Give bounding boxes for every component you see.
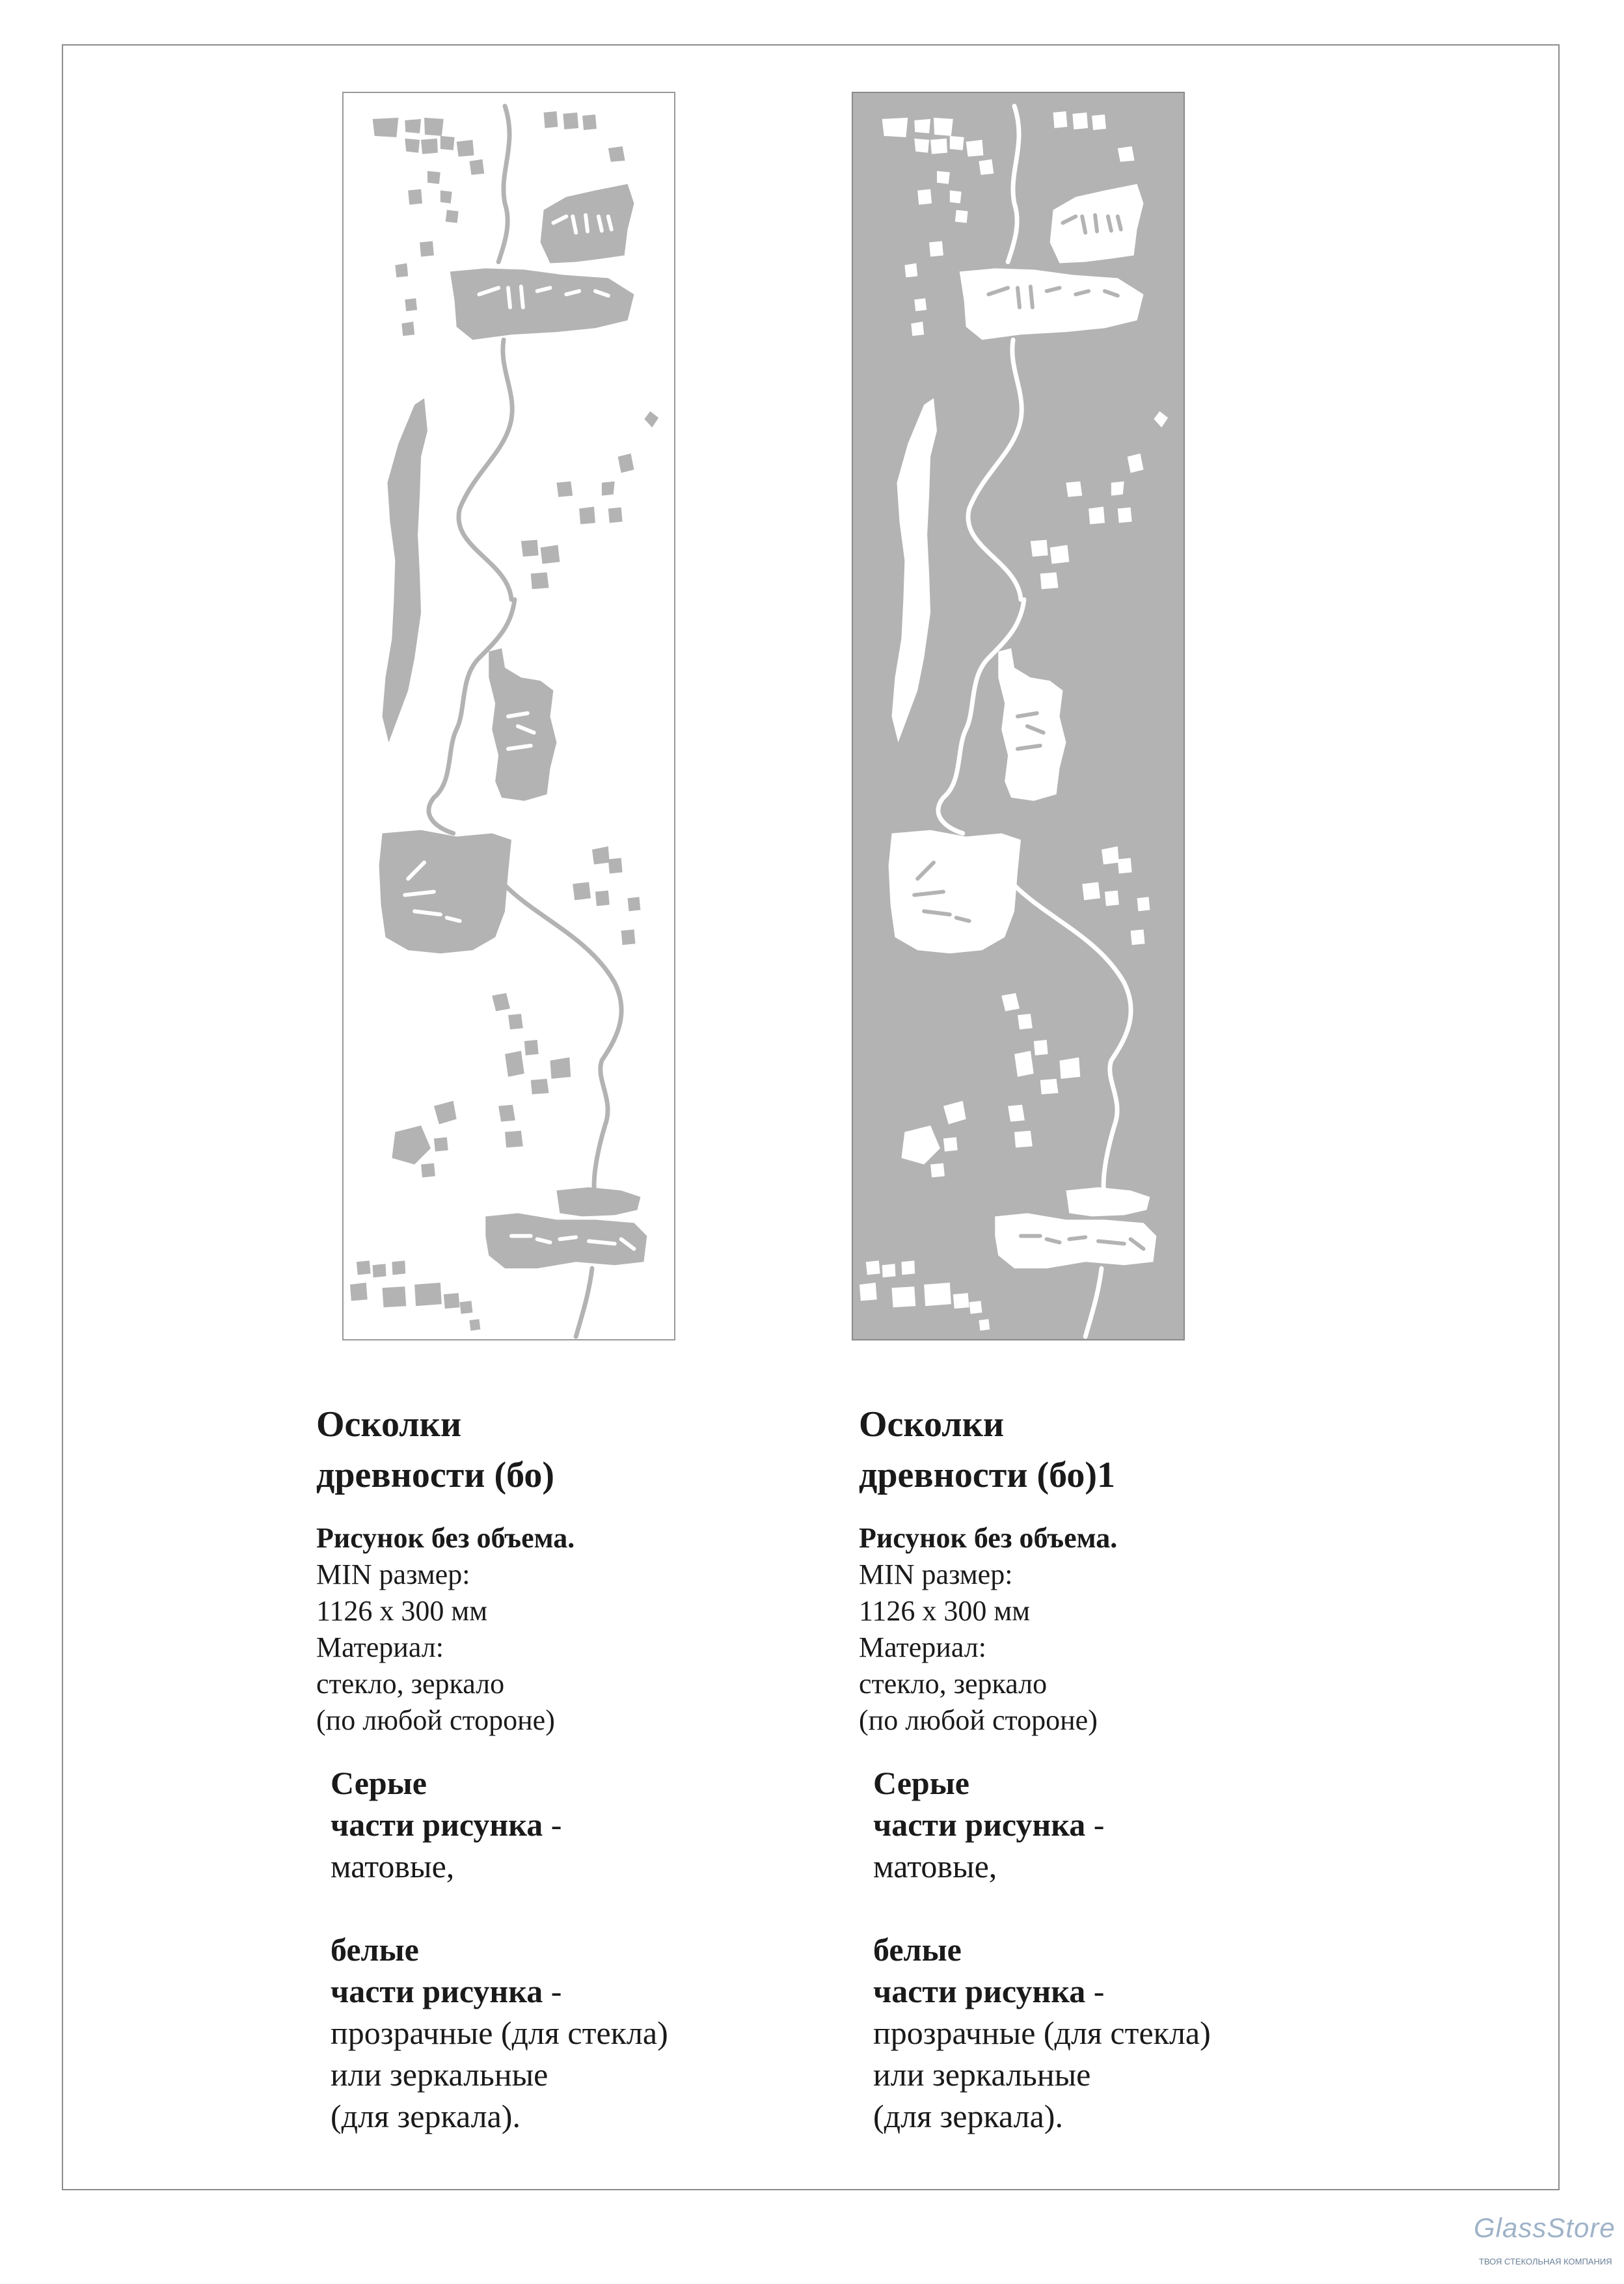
ornament-shape (979, 1319, 990, 1331)
company-logo (1474, 2212, 1616, 2277)
ornament-shape (979, 159, 994, 175)
ornament-shape (414, 1283, 442, 1306)
ornament-shape (1014, 1051, 1034, 1077)
pattern-art-b (853, 93, 1184, 1339)
ornament-shape (1105, 890, 1119, 906)
legend-white-text: прозрачные (для стекла) (873, 2015, 1211, 2051)
legend-block (331, 1762, 785, 2137)
ornament-shape (1040, 1079, 1059, 1094)
spec-block (316, 1520, 785, 1739)
ornament-shape (911, 321, 924, 336)
legend-dash: - (1085, 1806, 1105, 1843)
ornament-line (1014, 885, 1131, 1197)
legend-white-subheading: части рисунка (331, 1973, 543, 2009)
ornament-line (1085, 1268, 1102, 1337)
pattern-art-a (344, 93, 674, 1339)
ornament-shape (889, 830, 1021, 954)
ornament-shape (383, 398, 427, 742)
ornament-shape (405, 119, 421, 133)
ornament-shape (608, 508, 623, 523)
ornament-shape (960, 268, 1144, 340)
ornament-shape (1111, 482, 1124, 496)
title-line: Осколки (316, 1404, 462, 1445)
ornament-shape (608, 858, 623, 874)
spec-size-label: MIN размер: (859, 1558, 1013, 1590)
ornament-shape (904, 263, 917, 277)
ornament-shape (1053, 111, 1068, 128)
ornament-shape (1050, 545, 1070, 564)
ornament-shape (457, 140, 474, 157)
legend-dash: - (543, 1806, 562, 1843)
ornament-shape (440, 191, 452, 204)
spec-size-value: 1126 х 300 мм (859, 1595, 1031, 1627)
logo-wordmark: GlassStore (1474, 2212, 1616, 2243)
ornament-shape (914, 119, 930, 133)
ornament-shape (1066, 482, 1082, 497)
spec-material-label: Материал: (859, 1631, 986, 1663)
ornament-shape (892, 1286, 916, 1307)
ornament-shape (489, 648, 556, 801)
spec-material-label: Материал: (316, 1631, 444, 1663)
ornament-shape (924, 1283, 951, 1306)
ornament-shape (573, 882, 591, 900)
ornament-shape (882, 1264, 896, 1277)
ornament-line (576, 1268, 592, 1337)
ornament-shape (930, 139, 947, 154)
spec-material-note: (по любой стороне) (316, 1704, 555, 1736)
ornament-shape (563, 113, 578, 129)
ornament-shape (929, 241, 943, 257)
ornament-shape (373, 118, 399, 137)
ornament-shape (421, 1163, 435, 1178)
spec-material-value: стекло, зеркало (859, 1668, 1048, 1700)
ornament-shape (434, 1137, 448, 1152)
description-a (316, 1399, 785, 2137)
ornament-shape (859, 1283, 877, 1301)
ornament-shape (508, 1014, 523, 1029)
ornament-shape (492, 993, 510, 1011)
ornament-shape (950, 191, 962, 204)
ornament-shape (901, 1126, 940, 1165)
legend-white-subheading: части рисунка (873, 1973, 1086, 2009)
ornament-shape (379, 830, 511, 954)
ornament-shape (1131, 929, 1145, 945)
ornament-shape (541, 545, 560, 564)
design-preview-b (852, 92, 1185, 1340)
ornament-shape (955, 210, 968, 223)
ornament-shape (440, 136, 455, 150)
ornament-shape (350, 1283, 368, 1301)
spec-heading: Рисунок без объема. (316, 1522, 575, 1554)
ornament-shape (531, 572, 549, 589)
legend-white-text: (для зеркала). (331, 2098, 521, 2134)
ornament-shape (914, 298, 927, 311)
ornament-shape (892, 398, 937, 742)
ornament-shape (1118, 858, 1132, 874)
ornament-shape (420, 241, 434, 257)
spec-size-value: 1126 х 300 мм (316, 1595, 488, 1627)
ornament-shape (943, 1101, 966, 1124)
spec-heading: Рисунок без объема. (859, 1522, 1118, 1554)
ornament-shape (579, 507, 595, 524)
ornament-shape (966, 140, 984, 157)
ornament-line (968, 340, 1022, 599)
ornament-shape (408, 189, 422, 205)
ornament-shape (405, 298, 417, 311)
ornament-shape (392, 1260, 405, 1275)
ornament-shape (1092, 115, 1106, 130)
legend-gray-heading: Серые (873, 1765, 969, 1801)
ornament-shape (1018, 1014, 1033, 1029)
spec-material-note: (по любой стороне) (859, 1704, 1098, 1736)
ornament-shape (357, 1260, 371, 1275)
ornament-shape (1014, 1131, 1033, 1148)
ornament-shape (505, 1051, 524, 1077)
ornament-shape (1118, 508, 1132, 523)
ornament-shape (1001, 993, 1020, 1011)
legend-white-heading: белые (331, 1931, 419, 1968)
legend-gray-heading: Серые (331, 1765, 427, 1801)
ornament-shape (427, 171, 440, 184)
ornament-shape (582, 115, 597, 130)
ornament-shape (505, 1131, 523, 1148)
ornament-shape (1082, 882, 1100, 900)
ornament-shape (1066, 1187, 1150, 1216)
ornament-shape (943, 1137, 958, 1152)
legend-gray-subheading: части рисунка (873, 1806, 1086, 1843)
ornament-shape (550, 1057, 571, 1079)
ornament-shape (544, 111, 558, 128)
ornament-shape (866, 1260, 880, 1275)
ornament-line (459, 340, 512, 599)
ornament-line (505, 885, 621, 1197)
ornament-shape (1034, 1040, 1048, 1055)
spec-block (859, 1520, 1327, 1739)
ornament-shape (917, 189, 932, 205)
ornament-shape (444, 1293, 460, 1309)
title-line: Осколки (859, 1404, 1005, 1445)
ornament-shape (521, 540, 539, 557)
title-line: древности (бо) (316, 1455, 555, 1495)
ornament-shape (618, 454, 634, 473)
ornament-shape (937, 171, 950, 184)
ornament-shape (395, 263, 408, 277)
ornament-shape (628, 897, 641, 911)
ornament-shape (460, 1301, 473, 1314)
ornament-shape (1154, 411, 1168, 428)
product-title (316, 1399, 785, 1501)
ornament-shape (450, 268, 634, 340)
ornament-shape (373, 1264, 386, 1277)
legend-white-text: (для зеркала). (873, 2098, 1063, 2134)
legend-dash: - (543, 1973, 562, 2009)
ornament-shape (424, 118, 444, 136)
legend-white-text: или зеркальные (873, 2056, 1091, 2093)
page-border (62, 44, 1560, 2190)
legend-dash: - (1085, 1973, 1105, 2009)
ornament-shape (953, 1293, 969, 1309)
ornament-shape (592, 847, 610, 865)
ornament-shape (446, 210, 459, 223)
ornament-shape (1089, 507, 1105, 524)
ornament-shape (1102, 847, 1119, 865)
ornament-shape (998, 648, 1066, 801)
ornament-shape (901, 1260, 915, 1275)
ornament-shape (405, 139, 420, 153)
legend-white-text: прозрачные (для стекла) (331, 2015, 668, 2051)
legend-gray-text: матовые, (331, 1848, 455, 1884)
legend-gray-text: матовые, (873, 1848, 997, 1884)
ornament-line (1008, 106, 1019, 262)
ornament-shape (1118, 146, 1135, 162)
legend-gray-subheading: части рисунка (331, 1806, 543, 1843)
legend-block (873, 1762, 1327, 2137)
ornament-shape (602, 482, 615, 496)
ornament-shape (531, 1079, 549, 1094)
ornament-shape (969, 1301, 982, 1314)
logo-tagline: ТВОЯ СТЕКОЛЬНАЯ КОМПАНИЯ (1479, 2257, 1612, 2266)
ornament-shape (934, 118, 953, 136)
ornament-shape (644, 411, 658, 428)
ornament-shape (1072, 113, 1088, 129)
ornament-shape (1008, 1105, 1025, 1122)
legend-white-text: или зеркальные (331, 2056, 548, 2093)
design-preview-a (342, 92, 675, 1340)
ornament-shape (608, 146, 625, 162)
ornament-shape (401, 321, 414, 336)
spec-size-label: MIN размер: (316, 1558, 470, 1590)
ornament-shape (1137, 897, 1150, 911)
ornament-shape (1128, 454, 1144, 473)
ornament-shape (498, 1105, 515, 1122)
ornament-shape (524, 1040, 539, 1055)
ornament-shape (556, 482, 573, 497)
ornament-shape (621, 929, 636, 945)
ornament-shape (950, 136, 964, 150)
ornament-shape (434, 1101, 457, 1124)
product-title (859, 1399, 1327, 1501)
description-b (859, 1399, 1327, 2137)
ornament-shape (1031, 540, 1048, 557)
ornament-shape (930, 1163, 945, 1178)
ornament-line (498, 106, 509, 262)
ornament-shape (556, 1187, 640, 1216)
ornament-shape (469, 159, 484, 175)
legend-white-heading: белые (873, 1931, 962, 1968)
ornament-shape (1040, 572, 1059, 589)
ornament-shape (383, 1286, 407, 1307)
ornament-shape (914, 139, 929, 153)
title-line: древности (бо)1 (859, 1455, 1116, 1495)
ornament-shape (392, 1126, 431, 1165)
ornament-shape (1060, 1057, 1081, 1079)
ornament-shape (421, 139, 438, 154)
spec-material-value: стекло, зеркало (316, 1668, 505, 1700)
ornament-shape (595, 890, 610, 906)
ornament-shape (882, 118, 908, 137)
ornament-shape (469, 1319, 480, 1331)
